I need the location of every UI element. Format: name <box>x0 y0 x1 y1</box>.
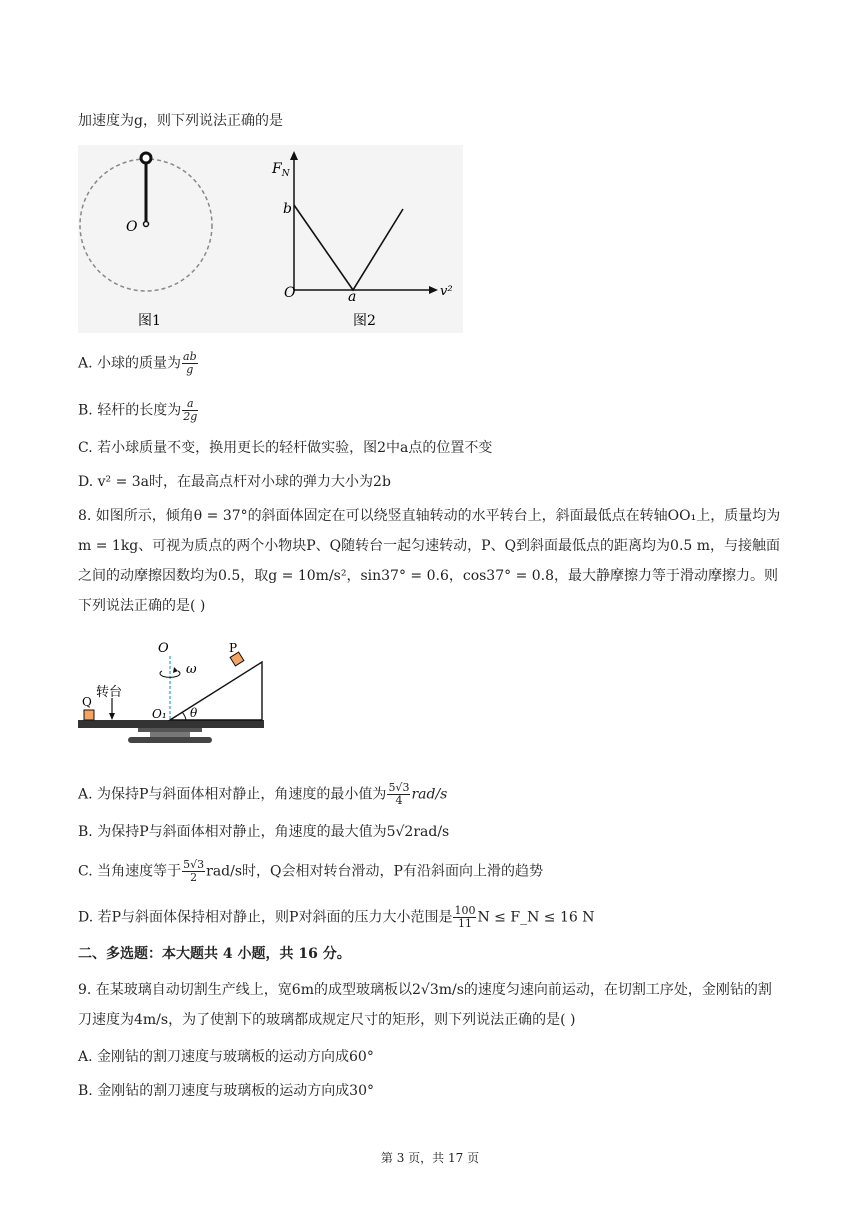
q8-option-c: C. 当角速度等于 $\frac{5√3}{2}$ rad/s时，Q会相对转台滑动，P有沿斜面向上滑的趋势 <box>78 858 543 884</box>
fig1-caption: 图1 <box>138 313 161 329</box>
fig2-O-label: O <box>284 285 296 301</box>
q7-option-d: D. v² = 3a时，在最高点杆对小球的弹力大小为2b <box>78 474 391 490</box>
turntable-hub <box>138 728 202 732</box>
turntable-base <box>128 737 212 743</box>
fig-theta-label: θ <box>190 706 198 720</box>
fig2-graph-line <box>294 205 403 290</box>
question-9-stem: 9. 在某玻璃自动切割生产线上，宽6m的成型玻璃板以2√3m/s的速度匀速向前运动，在切割工序处，金刚钻的割刀速度为4m/s，为了使割下的玻璃都成规定尺寸的矩形，则下列说法正确的是( ) <box>78 982 772 1028</box>
section-heading-multiple-choice: 二、多选题：本大题共 4 小题，共 16 分。 <box>78 946 351 962</box>
fig2-b-label: b <box>283 201 292 217</box>
rotation-arrowhead <box>173 667 178 673</box>
question-7-stem-tail: 加速度为g，则下列说法正确的是 <box>78 113 283 129</box>
q9-option-a: A. 金刚钻的割刀速度与玻璃板的运动方向成60° <box>78 1049 374 1065</box>
fig-Q-label: Q <box>82 695 92 709</box>
turntable-axle <box>150 732 190 737</box>
fig-omega-label: ω <box>186 662 197 677</box>
page-footer: 第 3 页，共 17 页 <box>380 1151 480 1165</box>
fig2-y-arrow <box>290 151 298 160</box>
q7-option-b: B. 轻杆的长度为 $\frac{a}{2g}$ <box>78 397 198 423</box>
q8-option-d: D. 若P与斜面体保持相对静止，则P对斜面的压力大小范围是 $\frac{100}{11}$ N ≤ F_N ≤ 16 N <box>78 904 595 930</box>
fig-turntable-label: 转台 <box>96 685 123 700</box>
fig-O-label: O <box>158 641 169 656</box>
fig-P-label: P <box>229 641 238 655</box>
fig1-O-label: O <box>126 219 138 235</box>
fig-O1-label: O₁ <box>152 707 167 721</box>
q8-option-b: B. 为保持P与斜面体相对静止，角速度的最大值为5√2rad/s <box>78 824 450 840</box>
fig2-FN-label: $F_N$ <box>272 161 290 179</box>
fig2-caption: 图2 <box>353 313 376 329</box>
q9-option-b: B. 金刚钻的割刀速度与玻璃板的运动方向成30° <box>78 1083 375 1099</box>
q8-option-a: A. 为保持P与斜面体相对静止，角速度的最小值为 $\frac{5√3}{4}$ rad/s <box>78 781 448 807</box>
q7-figure <box>78 145 463 333</box>
q8-figure-drawing <box>78 640 268 748</box>
q7-option-c: C. 若小球质量不变，换用更长的轻杆做实验，图2中a点的位置不变 <box>78 440 493 456</box>
incline-block <box>170 662 262 720</box>
fig2-a-label: a <box>348 289 357 305</box>
q7-option-a: A. 小球的质量为 $\frac{ab}{g}$ <box>78 350 197 376</box>
block-Q <box>84 710 94 720</box>
pivot-point <box>144 222 149 227</box>
fig2-x-arrow <box>429 286 438 294</box>
turntable-plate <box>78 720 264 728</box>
q8-figure <box>78 640 268 748</box>
label-arrowhead <box>109 713 115 720</box>
fig2-v2-label: v² <box>440 284 453 299</box>
question-8-stem: 8. 如图所示，倾角θ = 37°的斜面体固定在可以绕竖直轴转动的水平转台上，斜面最低点在转轴OO₁上，质量均为m = 1kg、可视为质点的两个小物块P、Q随转台一起匀速转动，P、Q到斜面最低点的距离均为0.5 m，与接触面之间的动摩擦因数均为0.5，取g = 10m/s²，sin37° = 0.6，cos37° = 0.8，最大静摩擦力等于滑动摩擦力。则下列说法正确的是( ) <box>78 508 781 614</box>
small-ball <box>141 153 151 163</box>
q7-figure-drawing <box>78 145 463 333</box>
